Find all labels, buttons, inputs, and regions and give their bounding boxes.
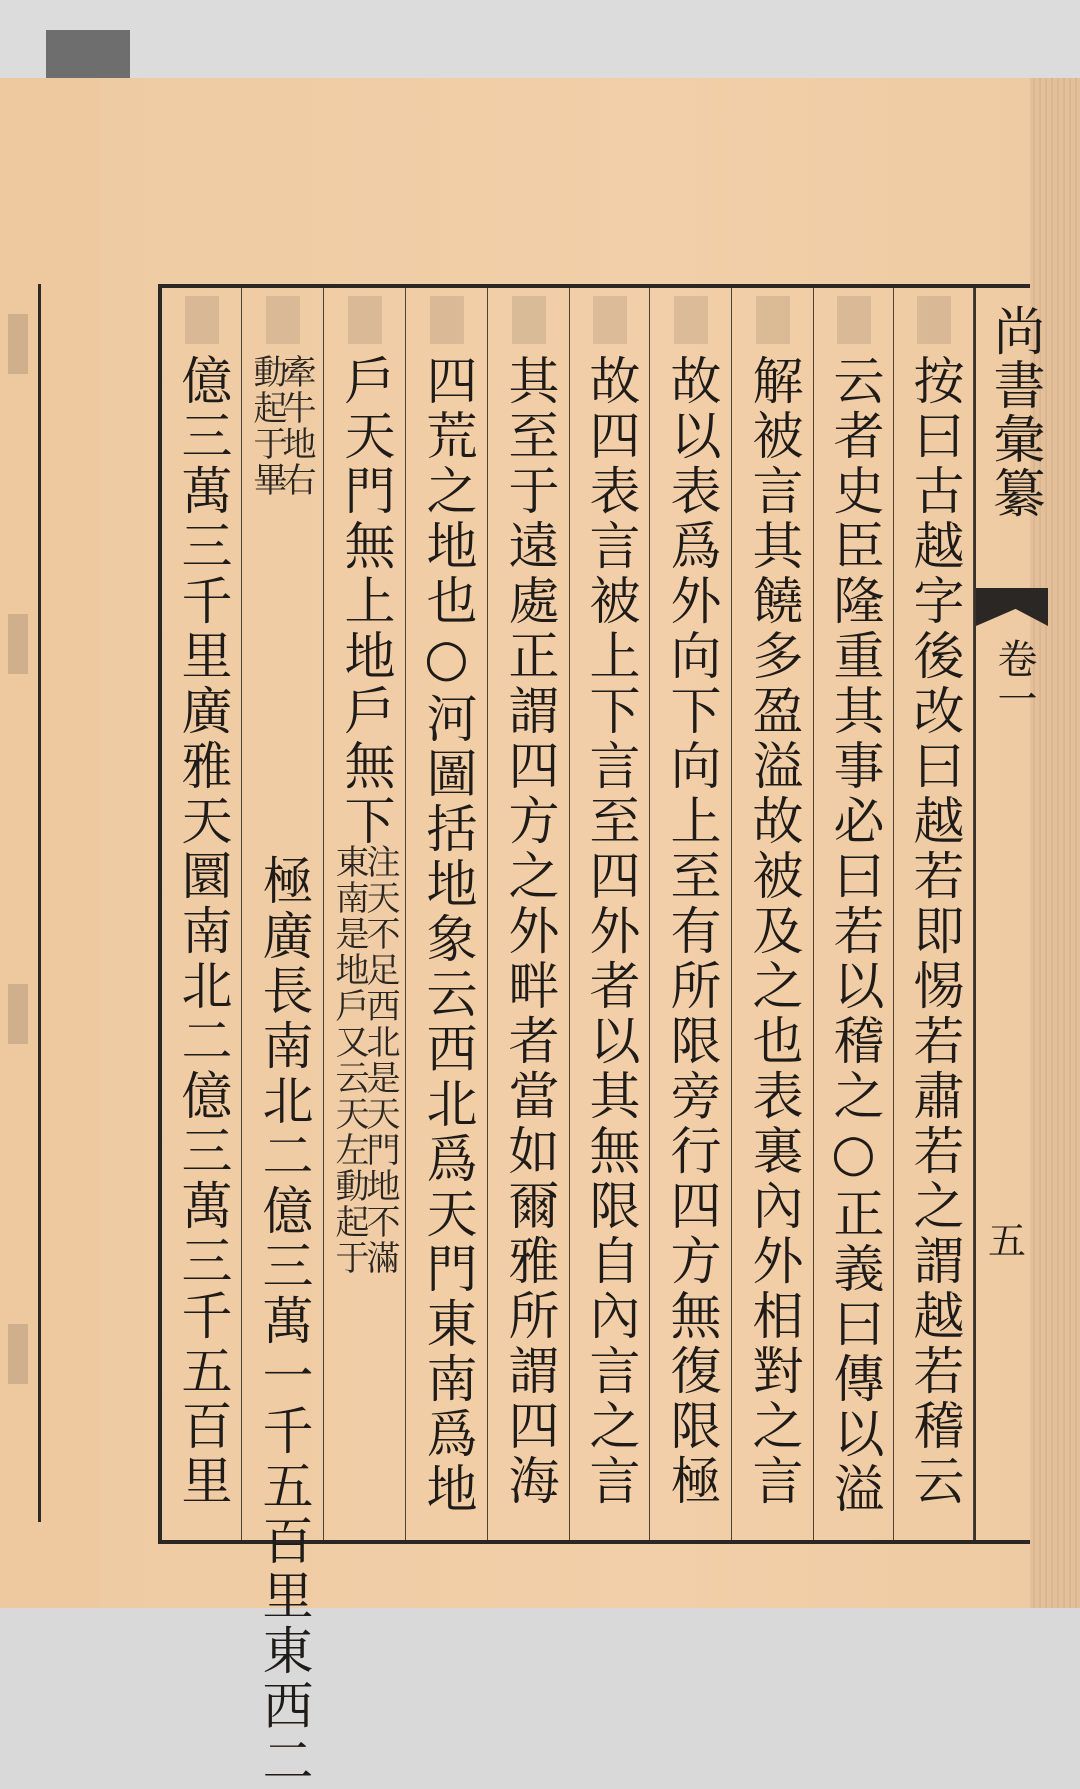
- column-text: 故四表言被上下言至四外者以其無限自內言之言: [580, 354, 639, 1509]
- column-text: 其至于遠處正謂四方之外畔者當如爾雅所謂四海: [499, 354, 558, 1509]
- text-frame: [158, 284, 1044, 1789]
- faded-glyph: [756, 296, 790, 344]
- juan-label: 卷一: [991, 638, 1037, 718]
- faded-glyph: [185, 296, 219, 344]
- text-column-7: [406, 288, 488, 1540]
- text-column-1: [894, 288, 974, 1540]
- text-column-9: [242, 288, 324, 1789]
- text-column-4: [650, 288, 732, 1540]
- annotation-right: 注天不足西北是天門地不滿: [360, 844, 400, 1276]
- faded-glyph: [8, 314, 28, 374]
- text-column-10: [162, 288, 242, 1540]
- faded-glyph: [348, 296, 382, 344]
- text-column-5: [570, 288, 650, 1540]
- faded-glyph: [593, 296, 627, 344]
- left-page: [0, 78, 103, 1608]
- annotation-lead: [242, 354, 323, 834]
- column-text: 故以表爲外向下向上至有所限旁行四方無復限極: [661, 354, 720, 1509]
- text-column-3: [732, 288, 814, 1540]
- text-column-2: [814, 288, 894, 1540]
- faded-glyph: [8, 984, 28, 1044]
- column-text: 按曰古越字後改曰越若即惕若肅若之謂越若稽云: [904, 354, 963, 1509]
- scan-background: [0, 0, 1080, 78]
- text-column-8: [324, 288, 406, 1540]
- column-text: 解被言其饒多盈溢故被及之也表裏內外相對之言: [743, 354, 802, 1509]
- column-text: 云者史臣隆重其事必曰若以稽之○正義曰傳以溢: [824, 354, 883, 1517]
- left-page-frame: [0, 284, 41, 1522]
- banner-column: [974, 288, 1044, 1540]
- text-column-6: [488, 288, 570, 1540]
- faded-glyph: [430, 296, 464, 344]
- column-text: 四荒之地也○河圖括地象云西北爲天門東南爲地: [417, 354, 476, 1517]
- annotation-left: 動起于畢: [247, 354, 287, 498]
- book-title: 尚書彙纂: [984, 304, 1044, 520]
- page-number: 五: [988, 1219, 1027, 1263]
- faded-glyph: [837, 296, 871, 344]
- column-text: 億三萬三千里廣雅天圜南北二億三萬三千五百里: [172, 354, 231, 1509]
- column-text: 極廣長南北二億三萬一千五百里東西二: [253, 854, 312, 1789]
- annotation-right: 牽牛地右: [276, 354, 316, 498]
- annotation-left: 東南是地戶又云天左動起于: [329, 844, 369, 1276]
- faded-glyph: [917, 296, 951, 344]
- faded-glyph: [8, 614, 28, 674]
- faded-glyph: [674, 296, 708, 344]
- column-text: 戶天門無上地戶無下: [335, 354, 394, 849]
- faded-glyph: [8, 1324, 28, 1384]
- faded-glyph: [512, 296, 546, 344]
- faded-glyph: [266, 296, 300, 344]
- annotation-pair: [324, 844, 405, 1544]
